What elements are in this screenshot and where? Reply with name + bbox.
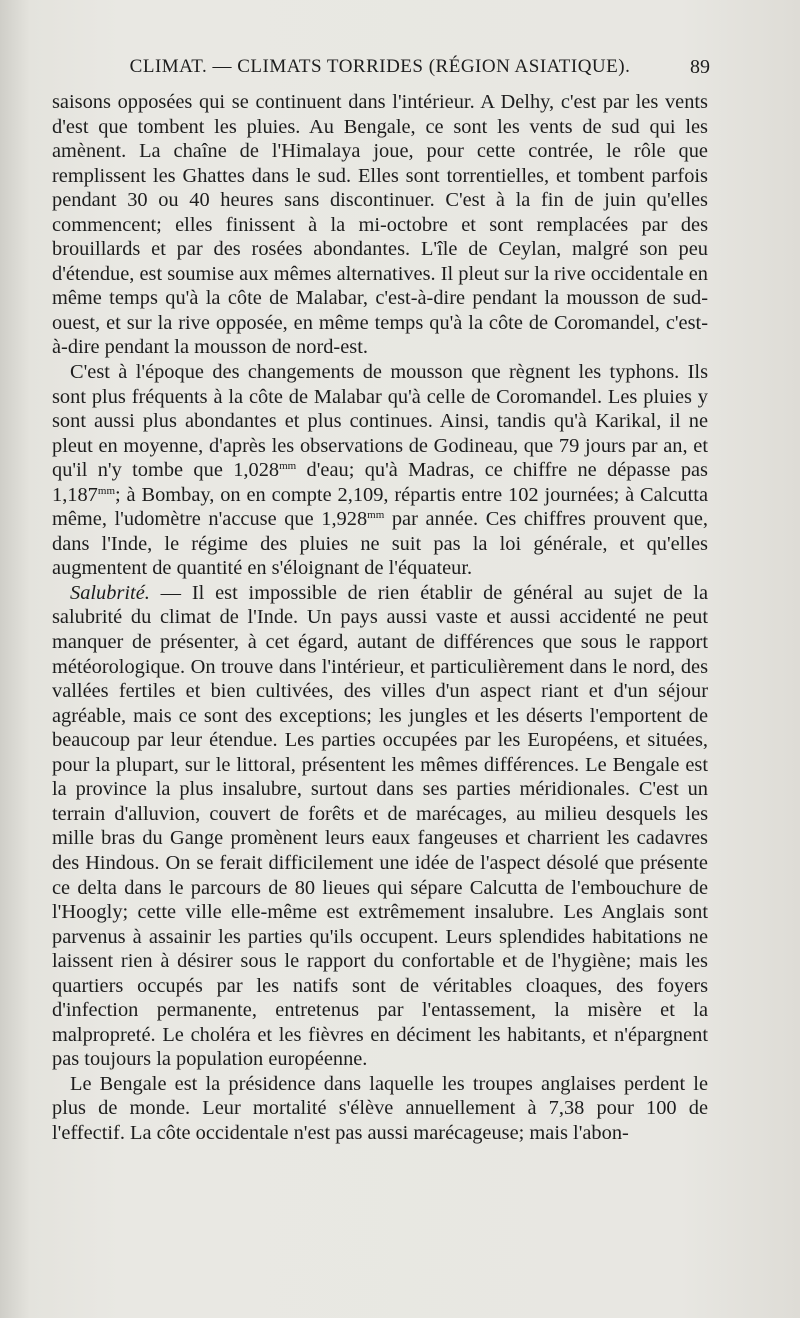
- typhons-text-3: ; à Bombay, on en compte 2,109, répartis entre 102 journées; à Calcutta même, l'udomètre n'accuse que 1,928: [52, 483, 708, 531]
- unit-superscript: mm: [367, 509, 385, 522]
- page-number: 89: [690, 56, 710, 78]
- running-title: CLIMAT. — CLIMATS TORRIDES (RÉGION ASIATIQUE).: [129, 56, 631, 77]
- unit-superscript: mm: [97, 484, 116, 497]
- typhons-text-2: d'eau; qu'à Madras, ce chiffre ne dépasse pas 1,187: [52, 459, 708, 506]
- paragraph-monsoon-rains: saisons opposées qui se continuent dans l'intérieur. A Delhy, c'est par les vents d'est que tombent les pluies. Au Bengale, ce sont les vents de sud qui les amènent. La chaîne de l'Himalaya joue, pour cette contrée, le rôle que remplissent les Ghattes dans le sud. Elles sont torrentielles, et tombent parfois pendant 30 ou 40 heures sans discontinuer. C'est à la fin de juin qu'elles commencent; elles finissent à la mi-octobre et sont remplacées par des brouillards et par des rosées abondantes. L'île de Ceylan, malgré son peu d'étendue, est soumise aux mêmes alternatives. Il pleut sur la rive occidentale en même temps qu'à la côte de Malabar, c'est-à-dire pendant la mousson de sud-ouest, et sur la rive opposée, en même temps qu'à la côte de Coromandel, c'est-à-dire pendant la mousson de nord-est.: [52, 91, 708, 359]
- unit-superscript: mm: [279, 460, 297, 473]
- section-run-in-heading: Salubrité.: [70, 581, 150, 604]
- salubrite-text: — Il est impossible de rien établir de général au sujet de la salubrité du climat de l'Inde. Un pays aussi vaste et aussi accidenté ne peut manquer de présenter, à cet égard, autant de différences que sous le rapport météorologique. On trouve dans l'intérieur, et particulièrement dans le nord, des vallées fertiles et bien cultivées, des villes d'un aspect riant et d'un séjour agréable, mais ce sont des exceptions; les jungles et les déserts l'emportent de beaucoup par leur étendue. Les parties occupées par les Européens, et situées, pour la plupart, sur le littoral, présentent les mêmes différences. Le Bengale est la province la plus insalubre, surtout dans ses parties méridionales. C'est un terrain d'alluvion, couvert de forêts et de marécages, au milieu desquels les mille bras du Gange promènent leurs eaux fangeuses et charrient les cadavres des Hindous. On se ferait difficilement une idée de l'aspect désolé que présente ce delta dans le parcours de 80 lieues qui sépare Calcutta de l'embouchure de l'Hoogly; cette ville elle-même est extrêmement insalubre. Les Anglais sont parvenus à assainir les parties qu'ils occupent. Leurs splendides habitations ne laissent rien à désirer sous le rapport du confortable et de l'hygiène; mais les quartiers occupés par les natifs sont de véritables cloaques, des foyers d'infection permanente, entretenus par l'entassement, la misère et la malpropreté. Le choléra et les fièvres en déciment les habitants, et n'épargnent pas toujours la population européenne.: [52, 581, 708, 1071]
- paragraph-bengale-mortality: Le Bengale est la présidence dans laquelle les troupes anglaises perdent le plus de monde. Leur mortalité s'élève annuellement à 7,38 pour 100 de l'effectif. La côte occidentale n'est pas aussi marécageuse; mais l'abon-: [52, 1072, 708, 1144]
- page-header: [50, 56, 710, 84]
- paragraph-salubrite: [52, 581, 708, 1072]
- paragraph-typhons: [52, 360, 708, 581]
- body-text: [52, 90, 708, 1146]
- typhons-text-4: par année. Ces chiffres prouvent que, dans l'Inde, le régime des pluies ne suit pas la loi générale, et qu'elles augmentent de quantité en s'éloignant de l'équateur.: [52, 508, 708, 580]
- typhons-text-1: C'est à l'époque des changements de mousson que règnent les typhons. Ils sont plus fréquents à la côte de Malabar qu'à celle de Coromandel. Les pluies y sont aussi plus abondantes et plus continues. Ainsi, tandis qu'à Karikal, il ne pleut en moyenne, d'après les observations de Godineau, que 79 jours par an, et qu'il n'y tombe que 1,028: [52, 361, 708, 482]
